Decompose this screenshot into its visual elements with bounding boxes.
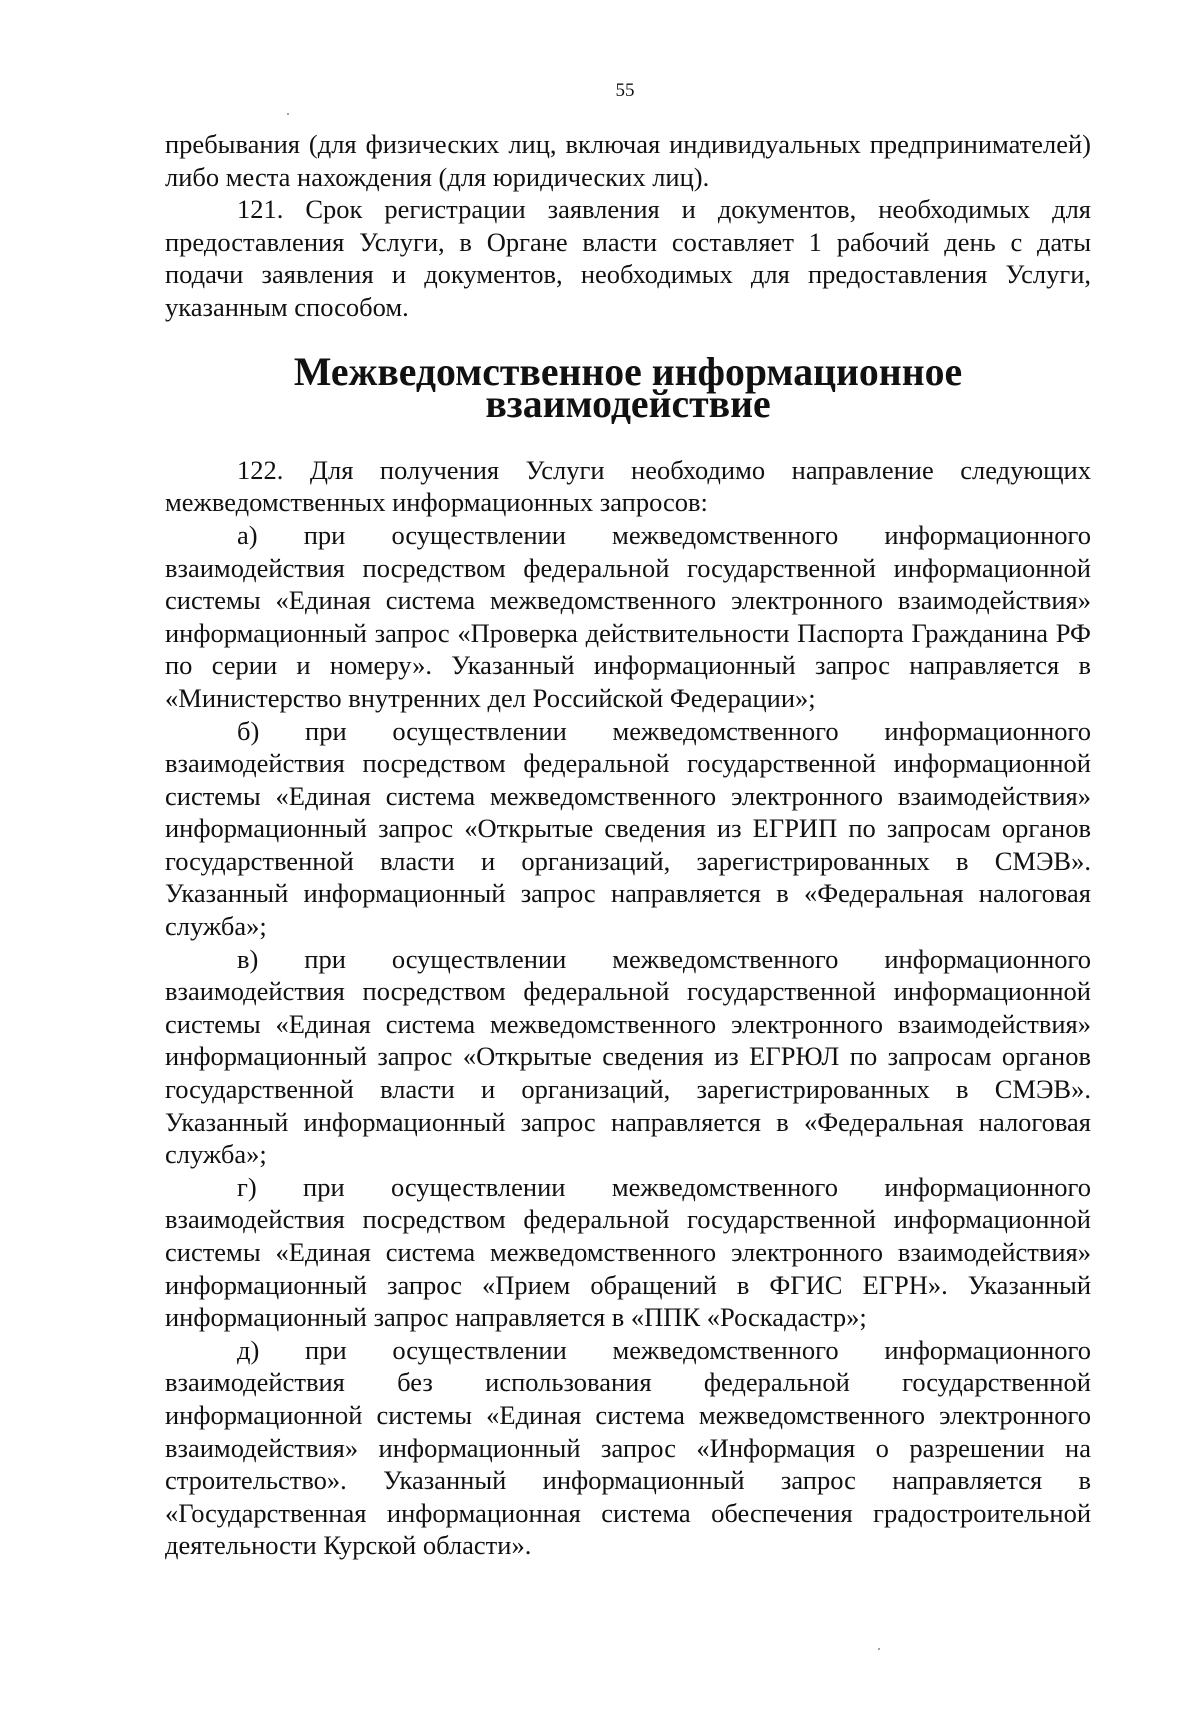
list-item-d: д) при осуществлении межведомственного информационного взаимодействия без использования федеральной государственной информационной системы «Единая система межведомственного электронного взаимодействия» информационный запрос «Информация о разрешении на строительство». Указанный информационный запрос направляется в «Государственная информационная система обеспечения градостроительной деятельности Курской области». <box>165 1334 1091 1561</box>
list-item-a: а) при осуществлении межведомственного информационного взаимодействия посредством федеральной государственной информационной системы «Единая система межведомственного электронного взаимодействия» информационный запрос «Проверка действительности Паспорта Гражданина РФ по серии и номеру». Указанный информационный запрос направляется в «Министерство внутренних дел Российской Федерации»; <box>165 519 1091 713</box>
scan-speck <box>878 1648 880 1650</box>
list-item-b: б) при осуществлении межведомственного информационного взаимодействия посредством федеральной государственной информационной системы «Единая система межведомственного электронного взаимодействия» информационный запрос «Открытые сведения из ЕГРИП по запросам органов государственной власти и организаций, зарегистрированных в СМЭВ». Указанный информационный запрос направляется в «Федеральная налоговая служба»; <box>165 715 1091 942</box>
paragraph-continuation: пребывания (для физических лиц, включая индивидуальных предпринимателей) либо места нахождения (для юридических лиц). <box>165 129 1091 192</box>
scan-speck <box>287 113 289 115</box>
page-number: 55 <box>615 80 635 101</box>
paragraph-122: 122. Для получения Услуги необходимо направление следующих межведомственных информационных запросов: <box>165 454 1091 518</box>
section-heading: Межведомственное информационное взаимодействие <box>293 349 963 427</box>
list-item-g: г) при осуществлении межведомственного информационного взаимодействия посредством федеральной государственной информационной системы «Единая система межведомственного электронного взаимодействия» информационный запрос «Прием обращений в ФГИС ЕГРН». Указанный информационный запрос направляется в «ППК «Роскадастр»; <box>165 1171 1091 1333</box>
document-body <box>165 128 1091 1562</box>
paragraph-121: 121. Срок регистрации заявления и документов, необходимых для предоставления Услуги, в Органе власти составляет 1 рабочий день с даты подачи заявления и документов, необходимых для предоставления Услуги, указанным способом. <box>165 194 1091 322</box>
list-item-v: в) при осуществлении межведомственного информационного взаимодействия посредством федеральной государственной информационной системы «Единая система межведомственного электронного взаимодействия» информационный запрос «Открытые сведения из ЕГРЮЛ по запросам органов государственной власти и организаций, зарегистрированных в СМЭВ». Указанный информационный запрос направляется в «Федеральная налоговая служба»; <box>165 943 1091 1170</box>
